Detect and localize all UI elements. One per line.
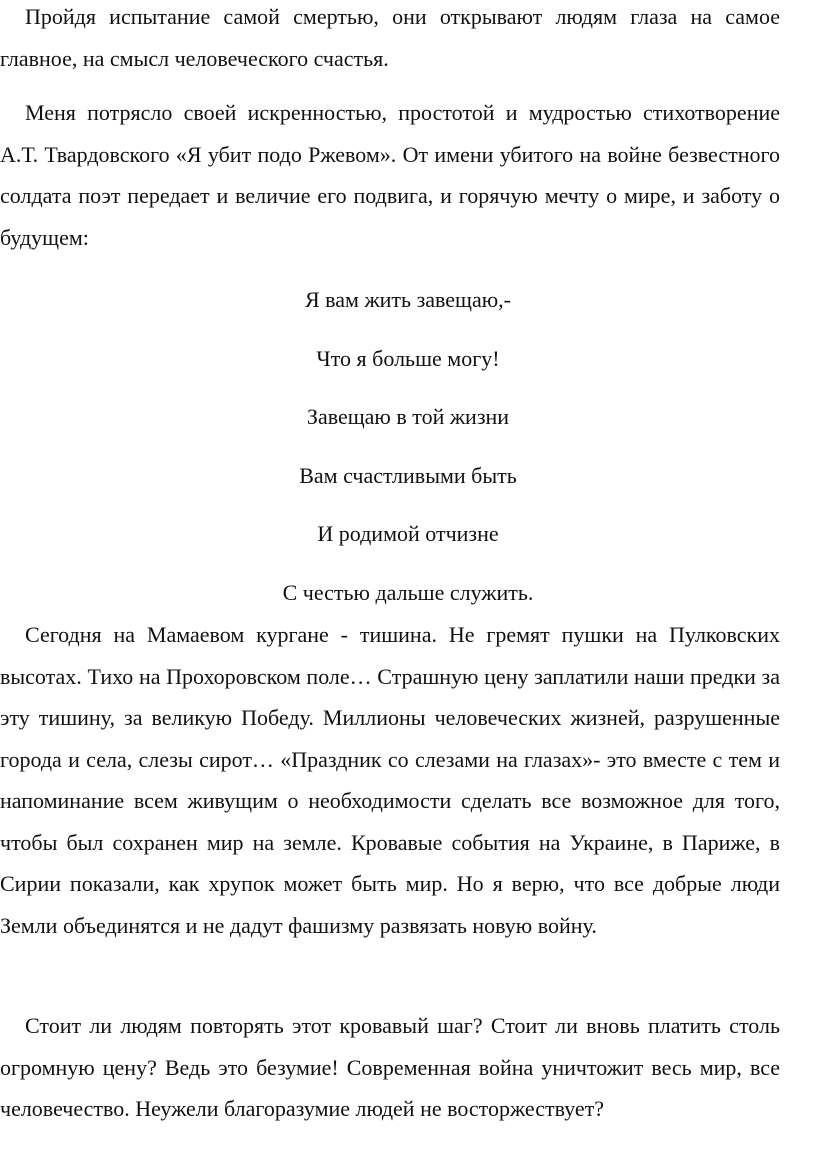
poem-line: Завещаю в той жизни [306, 404, 510, 429]
paragraph-intro: Пройдя испытание самой смертью, они открывают людям глаза на самое главное, на смысл человеческого счастья. [0, 4, 780, 71]
paragraph-peace: Сегодня на Мамаевом кургане - тишина. Не гремят пушки на Пулковских высотах. Тихо на Прохоровском поле… Страшную цену заплатили наши предки за эту тишину, за великую Победу. Миллионы человеческих жизней, разрушенные города и села, слезы сирот… «Праздник со слезами на глазах»- это вместе с тем и напоминание всем живущим о необходимости сделать все возможное для того, чтобы был сохранен мир на земле. Кровавые события на Украине, в Париже, в Сирии показали, как хрупок может быть мир. Но я верю, что все добрые люди Земли объединятся и не дадут фашизму развязать новую войну. [0, 622, 780, 938]
poem-line: С честью дальше служить. [282, 579, 534, 605]
poem-quote [0, 282, 816, 633]
paragraph-tvardovsky: Меня потрясло своей искренностью, простотой и мудростью стихотворение А.Т. Твардовского «Я убит подо Ржевом». От имени убитого на войне безвестного солдата поэт передает и величие его подвига, и горячую мечту о мире, и заботу о будущем: [0, 100, 780, 250]
poem-line: Я вам жить завещаю,- [304, 287, 512, 312]
poem-line: Что я больше могу! [316, 345, 500, 371]
poem-line: Вам счастливыми быть [299, 462, 517, 488]
paragraph-conclusion: Стоит ли людям повторять этот кровавый шаг? Стоит ли вновь платить столь огромную цену? Ведь это безумие! Современная война уничтожит весь мир, все человечество. Неужели благоразумие людей не восторжествует? [0, 1013, 780, 1121]
poem-line: И родимой отчизне [317, 521, 499, 546]
